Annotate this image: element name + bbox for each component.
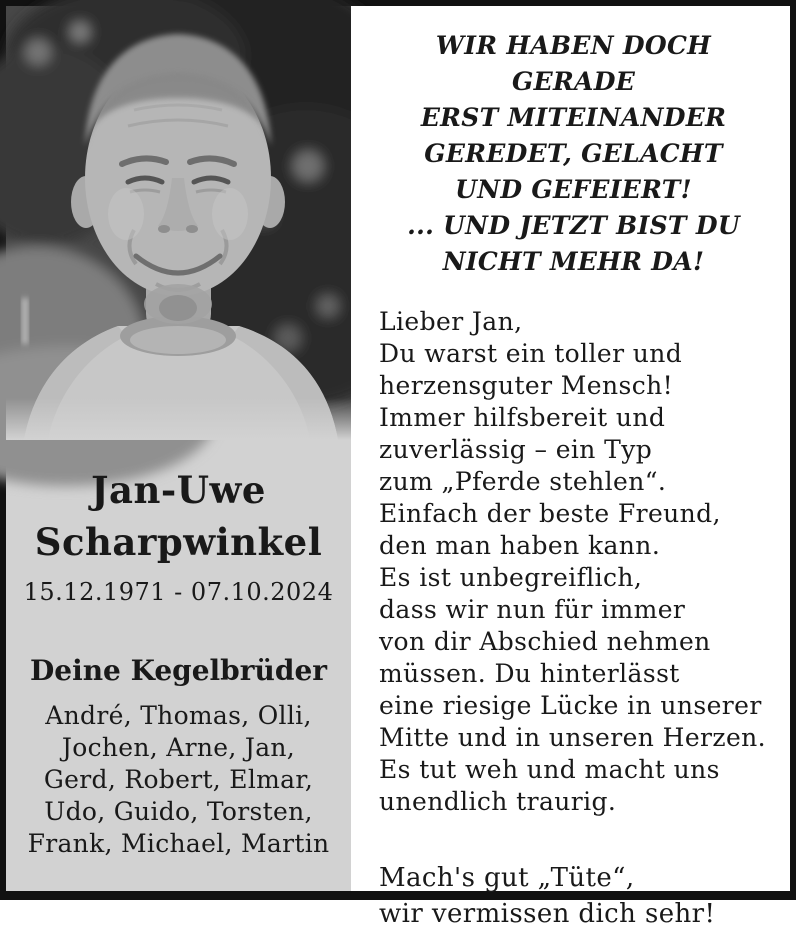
farewell-line: wir vermissen dich sehr! bbox=[379, 899, 716, 929]
message-line: Du warst ein toller und bbox=[379, 339, 683, 368]
message-line: Lieber Jan, bbox=[379, 307, 523, 336]
deceased-first-name: Jan-Uwe bbox=[91, 468, 266, 512]
message-line: Mitte und in unseren Herzen. bbox=[379, 723, 767, 752]
headline-line: ERST MITEINANDER bbox=[420, 103, 727, 132]
mourner-names-line: Frank, Michael, Martin bbox=[27, 829, 330, 858]
message-line: eine riesige Lücke in unserer bbox=[379, 691, 762, 720]
deceased-last-name: Scharpwinkel bbox=[34, 520, 323, 564]
headline-line: ... UND JETZT BIST DU bbox=[407, 211, 740, 240]
message-line: zum „Pferde stehlen“. bbox=[379, 467, 667, 496]
message-line: Einfach der beste Freund, bbox=[379, 499, 721, 528]
mourner-names-line: Jochen, Arne, Jan, bbox=[61, 733, 296, 762]
message-line: zuverlässig – ein Typ bbox=[379, 435, 653, 464]
message-line: herzensguter Mensch! bbox=[379, 371, 674, 400]
headline-line: GEREDET, GELACHT bbox=[424, 139, 723, 168]
message-line: müssen. Du hinterlässt bbox=[379, 659, 680, 688]
left-column bbox=[6, 6, 351, 891]
farewell-line: Mach's gut „Tüte“, bbox=[379, 863, 635, 893]
farewell bbox=[379, 860, 782, 932]
message-line: unendlich traurig. bbox=[379, 787, 617, 816]
message-line: von dir Abschied nehmen bbox=[379, 627, 711, 656]
mourners-block bbox=[6, 654, 351, 860]
deceased-name-block bbox=[6, 464, 351, 606]
message-line: Es ist unbegreiflich, bbox=[379, 563, 643, 592]
mourners-heading: Deine Kegelbrüder bbox=[29, 654, 328, 687]
mourner-names-line: André, Thomas, Olli, bbox=[45, 701, 312, 730]
right-column bbox=[351, 6, 790, 929]
headline-line: WIR HABEN DOCH GERADE bbox=[435, 31, 712, 96]
message-line: Es tut weh und macht uns bbox=[379, 755, 720, 784]
message-line: den man haben kann. bbox=[379, 531, 661, 560]
mourner-names-line: Udo, Guido, Torsten, bbox=[44, 797, 313, 826]
message-line: dass wir nun für immer bbox=[379, 595, 686, 624]
headline-line: NICHT MEHR DA! bbox=[442, 247, 705, 276]
mourner-names-line: Gerd, Robert, Elmar, bbox=[43, 765, 314, 794]
condolence-message bbox=[379, 306, 782, 818]
headline bbox=[379, 28, 782, 280]
life-dates: 15.12.1971 - 07.10.2024 bbox=[23, 578, 334, 606]
message-line: Immer hilfsbereit und bbox=[379, 403, 666, 432]
portrait-photo bbox=[6, 6, 351, 440]
portrait-photo-art bbox=[6, 6, 351, 440]
headline-line: UND GEFEIERT! bbox=[455, 175, 692, 204]
